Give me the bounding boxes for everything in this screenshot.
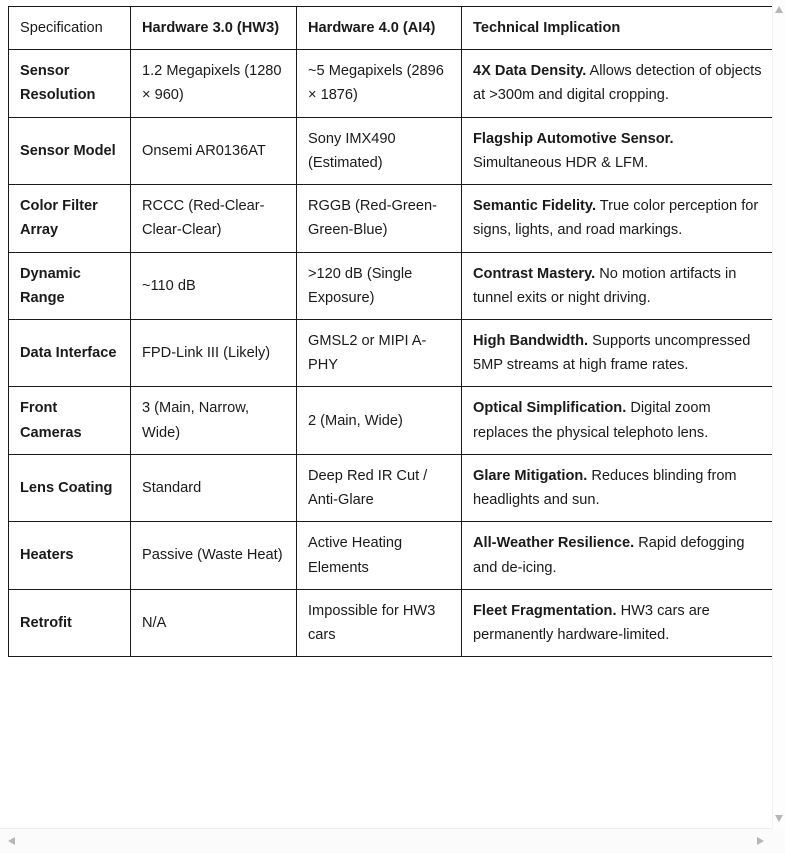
implication-rest: Digital zoom replaces the physical telephoto lens.	[473, 400, 711, 441]
table-row	[9, 185, 773, 252]
table-row	[9, 117, 773, 184]
cell-ai4-value: Deep Red IR Cut / Anti-Glare	[297, 454, 462, 521]
scrollbar-corner	[772, 828, 785, 853]
cell-ai4-value: Impossible for HW3 cars	[297, 589, 462, 656]
cell-spec-name: Data Interface	[9, 319, 131, 386]
hardware-comparison-table	[8, 6, 772, 657]
table-body	[9, 50, 773, 657]
table-row	[9, 252, 773, 319]
cell-implication	[462, 117, 773, 184]
triangle-right-icon[interactable]	[757, 837, 764, 845]
implication-rest: Simultaneous HDR & LFM.	[473, 154, 649, 171]
column-header-specification: Specification	[9, 7, 131, 50]
cell-spec-name: Front Cameras	[9, 387, 131, 454]
implication-lead: Fleet Fragmentation.	[473, 602, 617, 619]
table-row	[9, 589, 773, 656]
table-row	[9, 387, 773, 454]
cell-hw3-value: Standard	[131, 454, 297, 521]
implication-lead: High Bandwidth.	[473, 332, 589, 349]
cell-hw3-value: ~110 dB	[131, 252, 297, 319]
implication-rest: True color perception for signs, lights, and road markings.	[473, 198, 759, 239]
horizontal-scrollbar[interactable]	[0, 828, 772, 853]
implication-lead: Semantic Fidelity.	[473, 198, 596, 215]
cell-spec-name: Sensor Model	[9, 117, 131, 184]
triangle-down-icon[interactable]	[775, 815, 783, 822]
cell-hw3-value: 3 (Main, Narrow, Wide)	[131, 387, 297, 454]
cell-implication	[462, 252, 773, 319]
table-header-row	[9, 7, 773, 50]
implication-lead: 4X Data Density.	[473, 63, 587, 80]
cell-hw3-value: RCCC (Red-Clear-Clear-Clear)	[131, 185, 297, 252]
cell-ai4-value: RGGB (Red-Green-Green-Blue)	[297, 185, 462, 252]
cell-hw3-value: N/A	[131, 589, 297, 656]
cell-ai4-value: Sony IMX490 (Estimated)	[297, 117, 462, 184]
cell-spec-name: Heaters	[9, 522, 131, 589]
cell-spec-name: Dynamic Range	[9, 252, 131, 319]
implication-lead: Optical Simplification.	[473, 400, 627, 417]
triangle-left-icon[interactable]	[8, 837, 15, 845]
implication-rest: Allows detection of objects at >300m and digital cropping.	[473, 63, 762, 104]
implication-rest: Rapid defogging and de-icing.	[473, 535, 745, 576]
table-row	[9, 522, 773, 589]
column-header-hardware-4: Hardware 4.0 (AI4)	[297, 7, 462, 50]
implication-lead: Glare Mitigation.	[473, 467, 588, 484]
table-row	[9, 319, 773, 386]
cell-implication	[462, 319, 773, 386]
implication-rest: No motion artifacts in tunnel exits or night driving.	[473, 265, 737, 306]
cell-implication	[462, 185, 773, 252]
cell-ai4-value: 2 (Main, Wide)	[297, 387, 462, 454]
triangle-up-icon[interactable]	[775, 6, 783, 13]
cell-ai4-value: GMSL2 or MIPI A-PHY	[297, 319, 462, 386]
cell-implication	[462, 522, 773, 589]
cell-implication	[462, 589, 773, 656]
cell-ai4-value: Active Heating Elements	[297, 522, 462, 589]
cell-spec-name: Retrofit	[9, 589, 131, 656]
cell-spec-name: Lens Coating	[9, 454, 131, 521]
cell-hw3-value: Onsemi AR0136AT	[131, 117, 297, 184]
table-row	[9, 50, 773, 117]
table-header	[9, 7, 773, 50]
cell-hw3-value: Passive (Waste Heat)	[131, 522, 297, 589]
cell-ai4-value: ~5 Megapixels (2896 × 1876)	[297, 50, 462, 117]
column-header-technical-implication: Technical Implication	[462, 7, 773, 50]
cell-hw3-value: FPD-Link III (Likely)	[131, 319, 297, 386]
horizontal-scrollbar-track[interactable]	[18, 836, 754, 846]
implication-lead: Contrast Mastery.	[473, 265, 596, 282]
cell-implication	[462, 454, 773, 521]
table-row	[9, 454, 773, 521]
cell-implication	[462, 50, 773, 117]
implication-lead: All-Weather Resilience.	[473, 535, 635, 552]
cell-implication	[462, 387, 773, 454]
implication-rest: Supports uncompressed 5MP streams at high frame rates.	[473, 332, 751, 374]
column-header-hardware-3: Hardware 3.0 (HW3)	[131, 7, 297, 50]
implication-lead: Flagship Automotive Sensor.	[473, 130, 674, 147]
cell-ai4-value: >120 dB (Single Exposure)	[297, 252, 462, 319]
cell-hw3-value: 1.2 Megapixels (1280 × 960)	[131, 50, 297, 117]
cell-spec-name: Color Filter Array	[9, 185, 131, 252]
cell-spec-name: Sensor Resolution	[9, 50, 131, 117]
vertical-scrollbar[interactable]	[772, 0, 785, 828]
implication-rest: HW3 cars are permanently hardware-limited.	[473, 602, 710, 643]
implication-rest: Reduces blinding from headlights and sun.	[473, 467, 737, 509]
